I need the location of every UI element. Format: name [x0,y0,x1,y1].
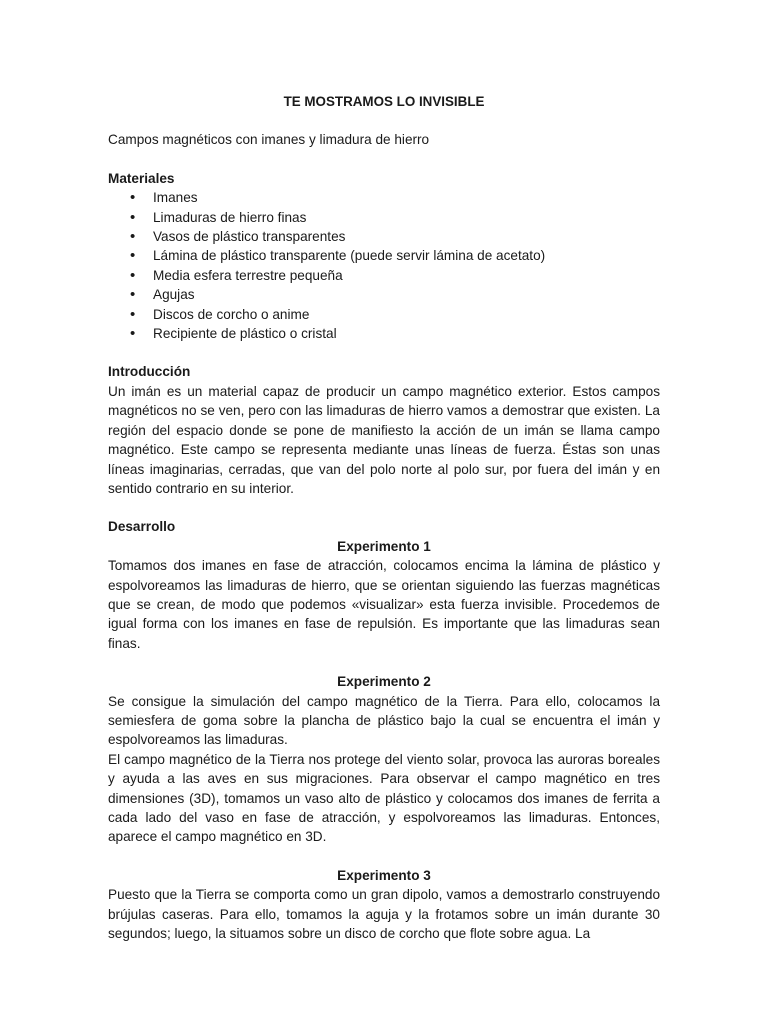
list-item: • Lámina de plástico transparente (puede servir lámina de acetato) [108,246,660,265]
materials-section [108,169,660,344]
experiment-1 [108,537,660,653]
experiment-2 [108,672,660,847]
experiment-3-title: Experimento 3 [337,867,431,883]
list-item: • Discos de corcho o anime [108,305,660,324]
materials-heading: Materiales [108,170,175,186]
development-section [108,517,660,943]
materials-list [108,188,660,343]
experiment-2-paragraph-1: Se consigue la simulación del campo magnético de la Tierra. Para ello, colocamos la semiesfera de goma sobre la plancha de plástico bajo la cual se encuentra el imán y espolvoreamos las limaduras. [108,693,660,748]
list-item: • Limaduras de hierro finas [108,208,660,227]
document-subtitle: Campos magnéticos con imanes y limadura de hierro [108,132,430,148]
intro-paragraph: Un imán es un material capaz de producir un campo magnético exterior. Estos campos magnéticos no se ven, pero con las limaduras de hierro vamos a demostrar que existen. La región del espacio donde se pone de manifiesto la acción de un imán se llama campo magnético. Este campo se representa mediante unas líneas de fuerza. Éstas son unas líneas imaginarias, cerradas, que van del polo norte al polo sur, por fuera del imán y en sentido contrario en su interior. [108,383,660,496]
list-item: • Recipiente de plástico o cristal [108,324,660,343]
experiment-2-paragraph-2: El campo magnético de la Tierra nos protege del viento solar, provoca las auroras boreales y ayuda a las aves en sus migraciones. Para observar el campo magnético en tres dimensiones (3D), tomamos un vaso alto de plástico y colocamos dos imanes de ferrita a cada lado del vaso en fase de atracción, y espolvoreamos las limaduras. Entonces, aparece el campo magnético en 3D. [108,751,660,845]
intro-heading: Introducción [108,364,191,380]
experiment-3 [108,866,660,944]
experiment-3-paragraph: Puesto que la Tierra se comporta como un gran dipolo, vamos a demostrarlo construyendo brújulas caseras. Para ello, tomamos la aguja y la frotamos sobre un imán durante 30 segundos; luego, la situamos sobre un disco de corcho que flote sobre agua. La [108,887,660,942]
list-item: • Vasos de plástico transparentes [108,227,660,246]
experiment-2-title: Experimento 2 [337,674,431,690]
experiment-1-paragraph: Tomamos dos imanes en fase de atracción, colocamos encima la lámina de plástico y espolvoreamos las limaduras de hierro, que se orientan siguiendo las fuerzas magnéticas que se crean, de modo que podemos «visualizar» esta fuerza invisible. Procedemos de igual forma con los imanes en fase de repulsión. Es importante que las limaduras sean finas. [108,558,660,651]
list-item: • Agujas [108,285,660,304]
list-item: • Imanes [108,188,660,207]
document-title: TE MOSTRAMOS LO INVISIBLE [283,94,485,109]
development-heading: Desarrollo [108,519,176,535]
experiment-1-title: Experimento 1 [337,538,431,554]
list-item: • Media esfera terrestre pequeña [108,266,660,285]
intro-section [108,362,660,498]
